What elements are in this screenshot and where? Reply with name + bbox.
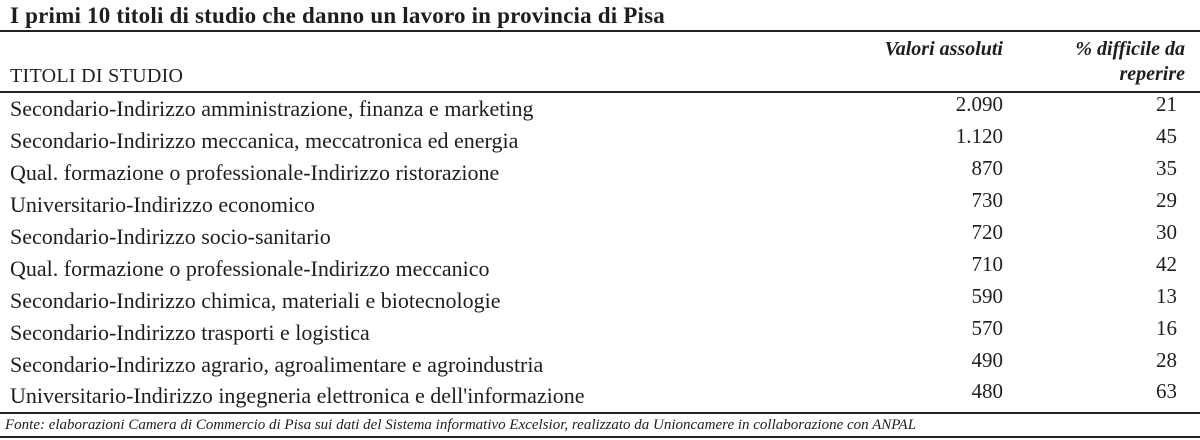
table-row [0,316,1200,348]
column-header-titoli-di-studio: TITOLI DI STUDIO [10,65,184,87]
row-valori-assoluti: 2.090 [955,92,1003,117]
table-row [0,380,1200,412]
page-title: I primi 10 titoli di studio che danno un lavoro in provincia di Pisa [10,3,665,28]
table-row [0,189,1200,221]
row-valori-assoluti: 480 [971,379,1003,404]
column-header-pct-difficile-da-reperire [1010,32,1200,91]
row-titolo: Qual. formazione o professionale-Indirizzo ristorazione [10,160,500,186]
pct-header-line-1: % difficile da [1075,38,1185,60]
row-titolo: Qual. formazione o professionale-Indirizzo meccanico [10,255,490,281]
source-note: Fonte: elaborazioni Camera di Commercio di Pisa sui dati del Sistema informativo Excelsior, realizzato da Unioncamere in collaborazione con ANPAL [5,417,917,433]
row-pct-difficile: 21 [1156,92,1177,117]
row-valori-assoluti: 1.120 [955,124,1003,149]
row-titolo: Secondario-Indirizzo meccanica, meccatronica ed energia [10,128,519,154]
row-titolo: Universitario-Indirizzo ingegneria elettronica e dell'informazione [10,383,585,409]
table-row [0,284,1200,316]
row-titolo: Secondario-Indirizzo chimica, materiali e biotecnologie [10,287,501,313]
table-header [0,32,1200,91]
table-row [0,348,1200,380]
footer-divider [0,436,1200,438]
pct-header-line-2: reperire [1119,63,1185,85]
table-row [0,93,1200,125]
row-pct-difficile: 16 [1156,315,1177,340]
column-header-valori-assoluti: Valori assoluti [884,38,1003,60]
row-pct-difficile: 35 [1156,156,1177,181]
table-row [0,125,1200,157]
row-pct-difficile: 42 [1156,251,1177,276]
table-row [0,221,1200,253]
row-pct-difficile: 63 [1156,379,1177,404]
row-pct-difficile: 13 [1156,283,1177,308]
table-row [0,157,1200,189]
row-titolo: Secondario-Indirizzo amministrazione, finanza e marketing [10,96,534,122]
row-valori-assoluti: 490 [971,347,1003,372]
row-valori-assoluti: 590 [971,283,1003,308]
row-titolo: Secondario-Indirizzo trasporti e logistica [10,319,370,345]
row-valori-assoluti: 710 [971,251,1003,276]
row-valori-assoluti: 570 [971,315,1003,340]
row-titolo: Secondario-Indirizzo agrario, agroalimentare e agroindustria [10,351,544,377]
table-row [0,252,1200,284]
table-body [0,93,1200,412]
row-titolo: Universitario-Indirizzo economico [10,192,315,218]
row-valori-assoluti: 870 [971,156,1003,181]
row-valori-assoluti: 720 [971,220,1003,244]
row-pct-difficile: 29 [1156,188,1177,213]
row-pct-difficile: 45 [1156,124,1177,149]
row-pct-difficile: 28 [1156,347,1177,372]
row-titolo: Secondario-Indirizzo socio-sanitario [10,224,331,249]
row-valori-assoluti: 730 [971,188,1003,213]
row-pct-difficile: 30 [1156,220,1177,244]
